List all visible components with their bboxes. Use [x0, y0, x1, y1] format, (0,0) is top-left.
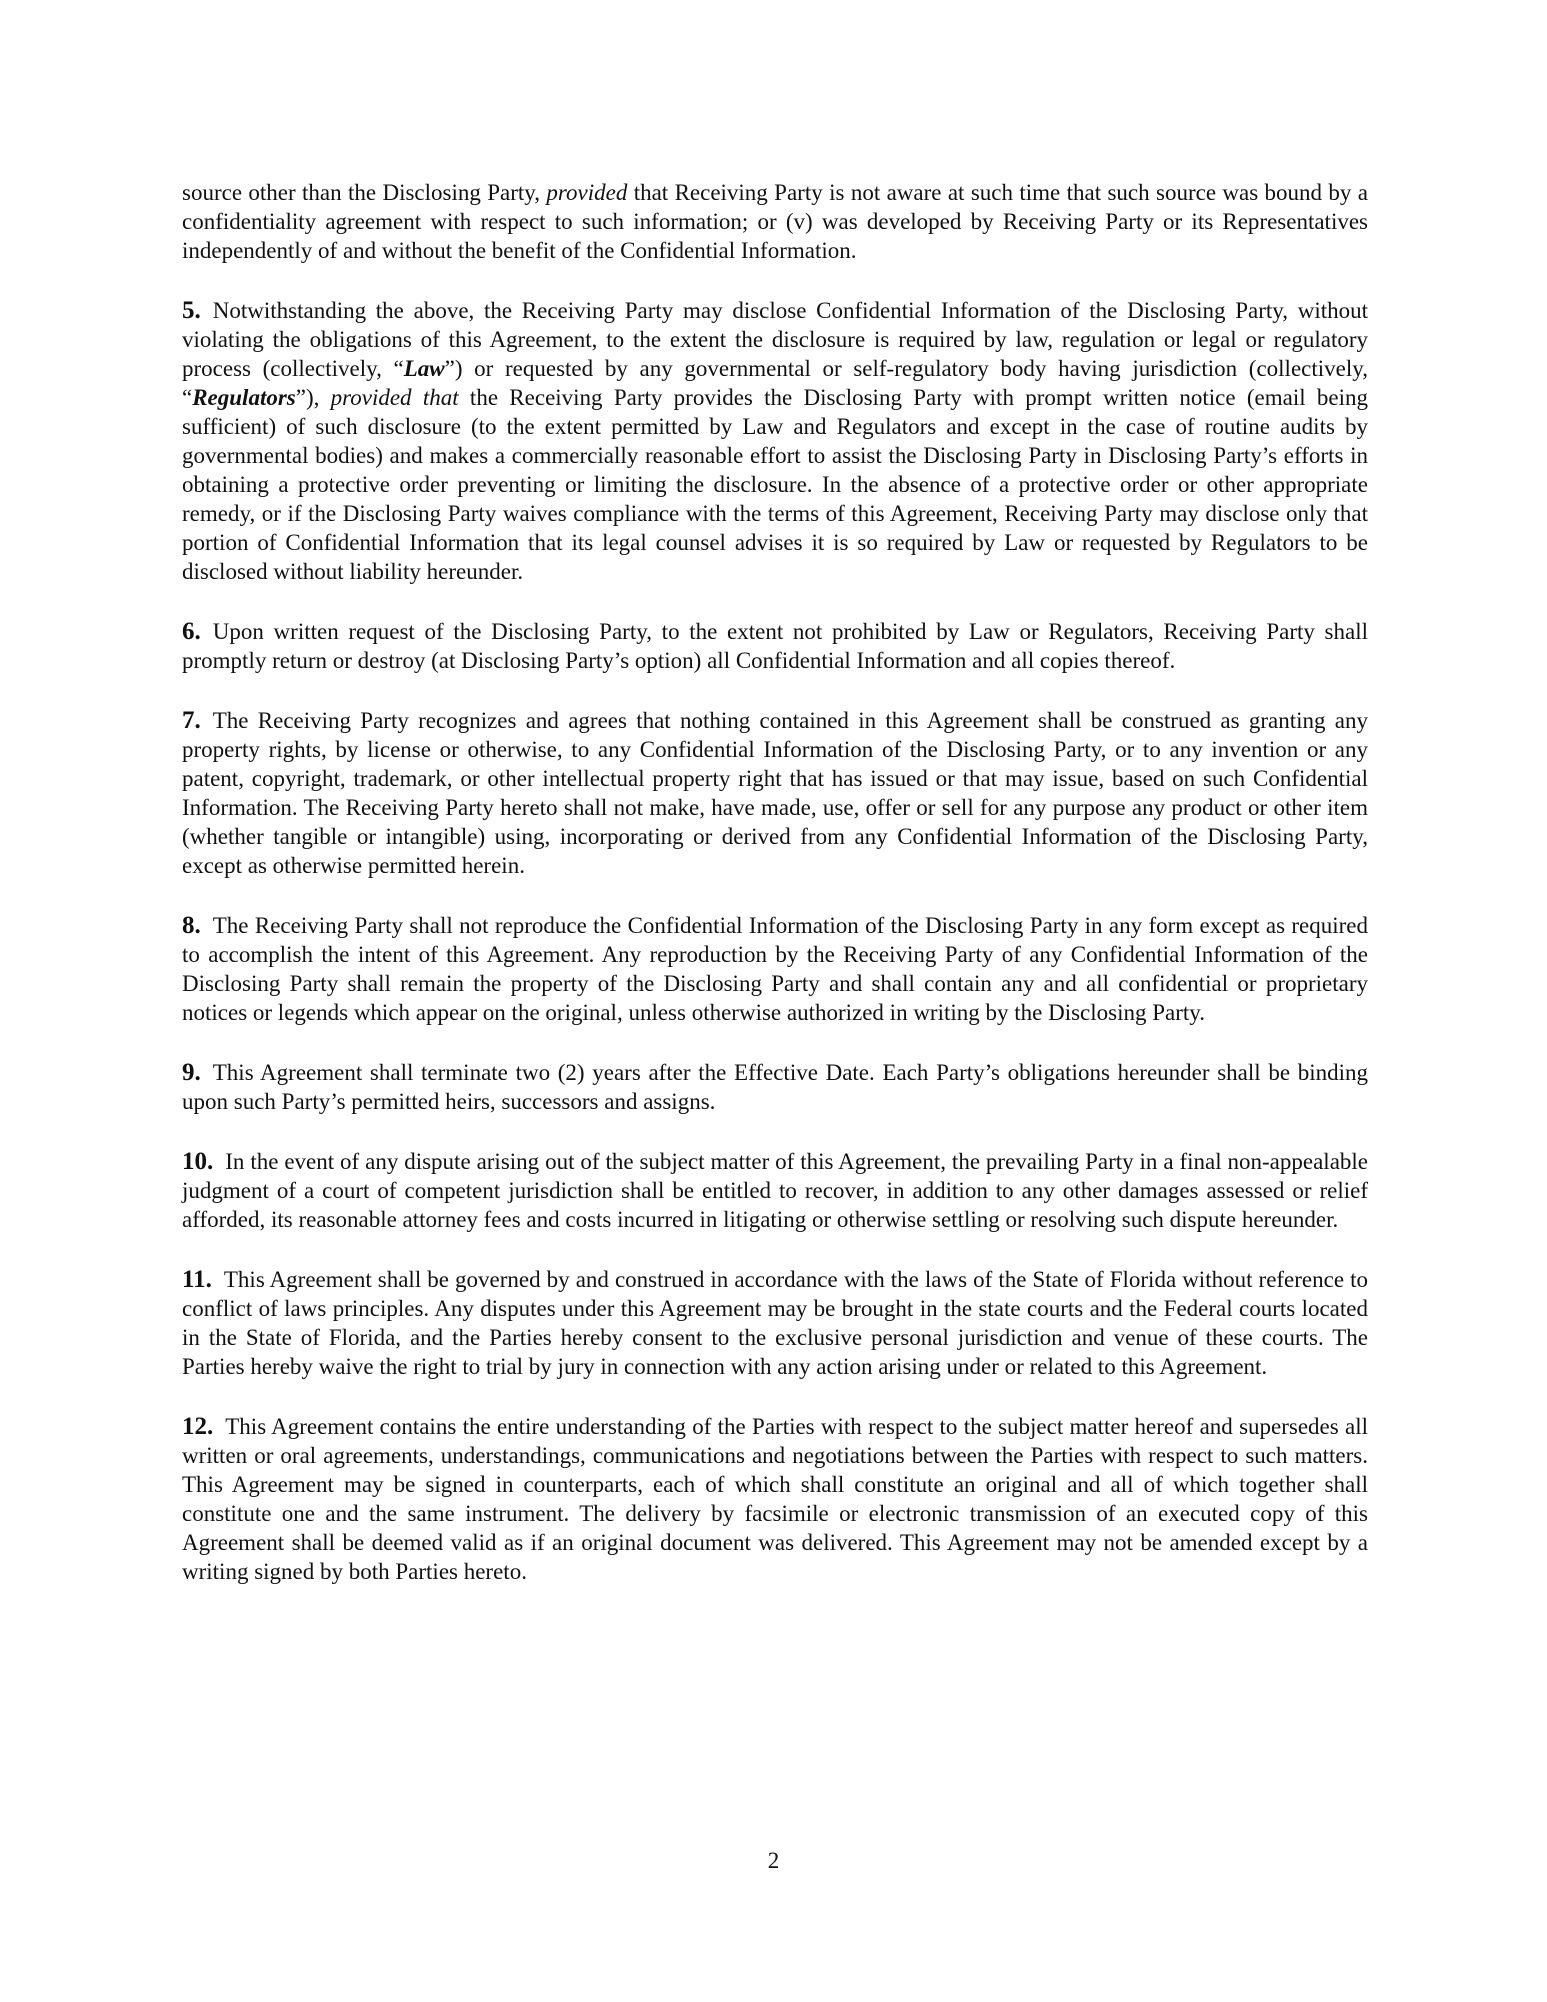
section-6-text: Upon written request of the Disclosing Party, to the extent not prohibited by Law or Regulators, Receiving Party shall promptly return or destroy (at Disclosing Party’s option) all Confidential Information and all copies thereof.: [182, 619, 1368, 673]
section-number: 8.: [182, 912, 201, 939]
section-number: 11.: [182, 1266, 212, 1293]
intro-text-2: that Receiving Party is not aware at such time that such source was bound by a confidentiality agreement with respect to such information; or (v) was developed by Receiving Party or its Representatives independently of and without the benefit of the Confidential Information.: [182, 180, 1368, 263]
section-7: [182, 706, 1368, 880]
section-number: 5.: [182, 297, 201, 324]
section-10-text: In the event of any dispute arising out of the subject matter of this Agreement, the prevailing Party in a final non-appealable judgment of a court of competent jurisdiction shall be entitled to recover, in addition to any other damages assessed or relief afforded, its reasonable attorney fees and costs incurred in litigating or otherwise settling or resolving such dispute hereunder.: [182, 1149, 1368, 1232]
document-page: [182, 178, 1368, 1617]
section-5-text-3: ”),: [295, 385, 331, 410]
section-11: [182, 1265, 1368, 1381]
section-number: 9.: [182, 1059, 201, 1086]
section-5: [182, 296, 1368, 586]
section-5-text-1: Notwithstanding the above, the Receiving Party may disclose Confidential Information of the Disclosing Party, without violating the obligations of this Agreement, to the extent the disclosure is required by law, regulation or legal or regulatory process (collectively, “: [182, 298, 1368, 381]
section-9-text: This Agreement shall terminate two (2) years after the Effective Date. Each Party’s obligations hereunder shall be binding upon such Party’s permitted heirs, successors and assigns.: [182, 1060, 1368, 1114]
section-10: [182, 1147, 1368, 1234]
section-11-text: This Agreement shall be governed by and construed in accordance with the laws of the State of Florida without reference to conflict of laws principles. Any disputes under this Agreement may be brought in the state courts and the Federal courts located in the State of Florida, and the Parties hereby consent to the exclusive personal jurisdiction and venue of these courts. The Parties hereby waive the right to trial by jury in connection with any action arising under or related to this Agreement.: [182, 1267, 1368, 1379]
term-regulators: Regulators: [192, 385, 296, 410]
section-6: [182, 617, 1368, 675]
section-number: 6.: [182, 618, 201, 645]
paragraph-continuation: [182, 178, 1368, 265]
section-5-text-2: ”) or requested by any governmental or self-regulatory body having jurisdiction (collectively, “: [182, 356, 1368, 410]
intro-text-1: source other than the Disclosing Party,: [182, 180, 547, 205]
section-12: [182, 1412, 1368, 1586]
section-5-text-4: the Receiving Party provides the Disclosing Party with prompt written notice (email being sufficient) of such disclosure (to the extent permitted by Law and Regulators and except in the case of routine audits by governmental bodies) and makes a commercially reasonable effort to assist the Disclosing Party in Disclosing Party’s efforts in obtaining a protective order preventing or limiting the disclosure. In the absence of a protective order or other appropriate remedy, or if the Disclosing Party waives compliance with the terms of this Agreement, Receiving Party may disclose only that portion of Confidential Information that its legal counsel advises it is so required by Law or requested by Regulators to be disclosed without liability hereunder.: [182, 385, 1368, 584]
term-law: Law: [403, 356, 445, 381]
section-7-text: The Receiving Party recognizes and agrees that nothing contained in this Agreement shall be construed as granting any property rights, by license or otherwise, to any Confidential Information of the Disclosing Party, or to any invention or any patent, copyright, trademark, or other intellectual property right that has issued or that may issue, based on such Confidential Information. The Receiving Party hereto shall not make, have made, use, offer or sell for any purpose any product or other item (whether tangible or intangible) using, incorporating or derived from any Confidential Information of the Disclosing Party, except as otherwise permitted herein.: [182, 708, 1368, 878]
intro-provided: provided: [546, 180, 628, 205]
section-number: 7.: [182, 707, 201, 734]
page-number: 2: [767, 1848, 780, 1873]
section-12-text: This Agreement contains the entire understanding of the Parties with respect to the subject matter hereof and supersedes all written or oral agreements, understandings, communications and negotiations between the Parties with respect to such matters. This Agreement may be signed in counterparts, each of which shall constitute an original and all of which together shall constitute one and the same instrument. The delivery by facsimile or electronic transmission of an executed copy of this Agreement shall be deemed valid as if an original document was delivered. This Agreement may not be amended except by a writing signed by both Parties hereto.: [182, 1414, 1368, 1584]
section-8: [182, 911, 1368, 1027]
section-8-text: The Receiving Party shall not reproduce the Confidential Information of the Disclosing Party in any form except as required to accomplish the intent of this Agreement. Any reproduction by the Receiving Party of any Confidential Information of the Disclosing Party shall remain the property of the Disclosing Party and shall contain any and all confidential or proprietary notices or legends which appear on the original, unless otherwise authorized in writing by the Disclosing Party.: [182, 913, 1368, 1025]
section-9: [182, 1058, 1368, 1116]
section-5-provided-that: provided that: [330, 385, 459, 410]
section-number: 10.: [182, 1148, 214, 1175]
section-number: 12.: [182, 1413, 214, 1440]
